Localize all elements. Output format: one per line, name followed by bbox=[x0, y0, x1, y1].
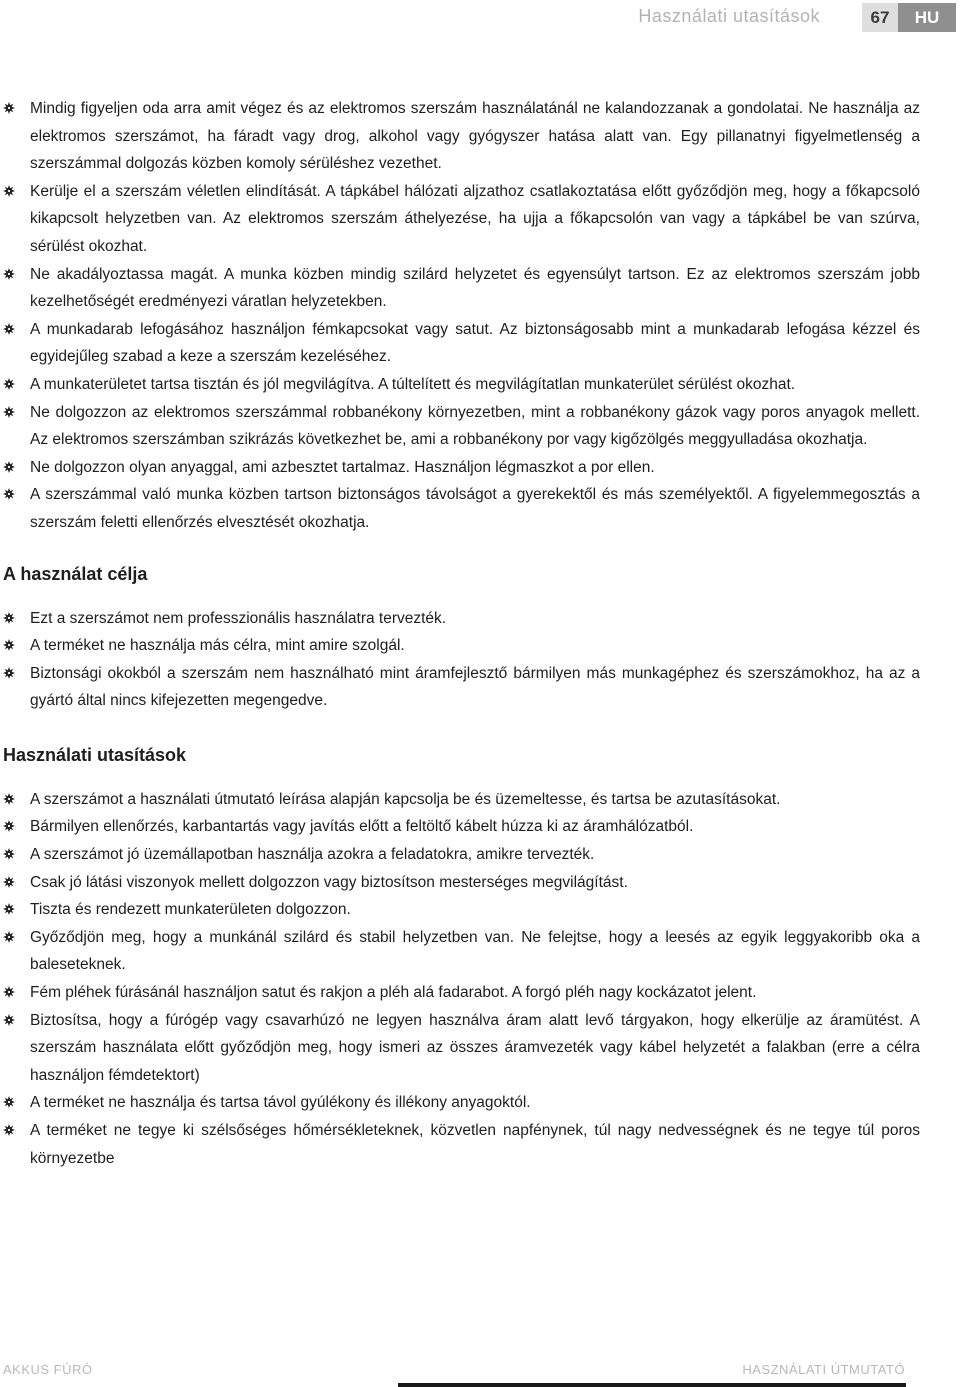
list-item-text: Biztosítsa, hogy a fúrógép vagy csavarhúzó ne legyen használva áram alatt levő tárgyakon, hogy elkerülje az áramütést. A szerszám használata előtt győződjön meg, hogy ismeri az összes áramvezeték vagy kábel helyzetét a falakban (erre a célra használjon fémdetektort) bbox=[30, 1011, 920, 1084]
list-item-text: Ezt a szerszámot nem professzionális használatra tervezték. bbox=[30, 609, 447, 627]
list-item-text: Csak jó látási viszonyok mellett dolgozzon vagy biztosítson mesterséges megvilágítást. bbox=[30, 873, 628, 891]
list-item bbox=[0, 316, 920, 371]
gear-bullet-icon bbox=[3, 323, 15, 335]
footer-manual-title: HASZNÁLATI ÚTMUTATÓ bbox=[742, 1362, 905, 1377]
gear-bullet-icon bbox=[3, 1096, 15, 1108]
purpose-list bbox=[0, 605, 920, 715]
list-item bbox=[0, 924, 920, 979]
list-item-text: Győződjön meg, hogy a munkánál szilárd és stabil helyzetben van. Ne felejtse, hogy a leesés az egyik leggyakoribb oka a baleseteknek. bbox=[30, 928, 920, 974]
list-item bbox=[0, 399, 920, 454]
list-item bbox=[0, 896, 920, 924]
list-item bbox=[0, 813, 920, 841]
list-item-text: A terméket ne használja más célra, mint amire szolgál. bbox=[30, 637, 405, 655]
list-item bbox=[0, 979, 920, 1007]
list-item-text: Fém pléhek fúrásánál használjon satut és rakjon a pléh alá fadarabot. A forgó pléh nagy kockázatot jelent. bbox=[30, 984, 757, 1002]
gear-bullet-icon bbox=[3, 848, 15, 860]
list-item-text: A terméket ne tegye ki szélsőséges hőmérsékleteknek, közvetlen napfénynek, túl nagy nedvességnek és ne tegye túl poros környezetbe bbox=[30, 1122, 920, 1167]
list-item-text: Mindig figyeljen oda arra amit végez és az elektromos szerszám használatánál ne kalandozzanak a gondolatai. Ne használja az elektromos szerszámot, ha fáradt vagy drog, alkohol vagy gyógyszer hatása alatt van. Egy pillanatnyi figyelmetlenség a szerszámmal dolgozás közben komoly sérüléshez vezethet. bbox=[30, 100, 920, 173]
list-item bbox=[0, 660, 920, 715]
list-item bbox=[0, 869, 920, 897]
list-item bbox=[0, 1117, 920, 1172]
gear-bullet-icon bbox=[3, 1124, 15, 1136]
footer-divider bbox=[398, 1383, 906, 1387]
gear-bullet-icon bbox=[3, 876, 15, 888]
document-body bbox=[0, 95, 920, 1172]
list-item-text: Ne dolgozzon az elektromos szerszámmal robbanékony környezetben, mint a robbanékony gázok vagy poros anyagok mellett. Az elektromos szerszámban szikrázás következhet be, ami a robbanékony por vagy kigőzölgés meggyulladása okozhatja. bbox=[30, 403, 920, 449]
page-footer bbox=[0, 1357, 960, 1387]
list-item bbox=[0, 481, 920, 536]
gear-bullet-icon bbox=[3, 667, 15, 679]
list-item bbox=[0, 605, 920, 633]
gear-bullet-icon bbox=[3, 185, 15, 197]
gear-bullet-icon bbox=[3, 639, 15, 651]
list-item-text: Ne dolgozzon olyan anyaggal, ami azbesztet tartalmaz. Használjon légmaszkot a por ellen. bbox=[30, 458, 655, 476]
gear-bullet-icon bbox=[3, 1014, 15, 1026]
gear-bullet-icon bbox=[3, 488, 15, 500]
list-item bbox=[0, 454, 920, 482]
language-badge: HU bbox=[898, 3, 956, 32]
section-heading-purpose: A használat célja bbox=[3, 563, 148, 584]
list-item bbox=[0, 371, 920, 399]
gear-bullet-icon bbox=[3, 406, 15, 418]
list-item-text: Ne akadályoztassa magát. A munka közben mindig szilárd helyzetet és egyensúlyt tartson. Ez az elektromos szerszám jobb kezelhetőségét eredményezi váratlan helyzetekben. bbox=[30, 265, 920, 311]
list-item-text: A munkadarab lefogásához használjon fémkapcsokat vagy satut. Az biztonságosabb mint a munkadarab lefogása kézzel és egyidejűleg szabad a keze a szerszám kezeléséhez. bbox=[30, 320, 920, 366]
list-item-text: Bármilyen ellenőrzés, karbantartás vagy javítás előtt a feltöltő kábelt húzza ki az áramhálózatból. bbox=[30, 818, 694, 836]
gear-bullet-icon bbox=[3, 102, 15, 114]
gear-bullet-icon bbox=[3, 931, 15, 943]
gear-bullet-icon bbox=[3, 612, 15, 624]
gear-bullet-icon bbox=[3, 378, 15, 390]
gear-bullet-icon bbox=[3, 268, 15, 280]
list-item-text: A szerszámmal való munka közben tartson biztonságos távolságot a gyerekektől és más személyektől. A figyelemmegosztás a szerszám feletti ellenőrzés elvesztését okozhatja. bbox=[30, 486, 920, 531]
list-item-text: A szerszámot a használati útmutató leírása alapján kapcsolja be és üzemeltesse, és tartsa be azutasításokat. bbox=[30, 790, 781, 808]
list-item bbox=[0, 261, 920, 316]
header-title: Használati utasítások bbox=[638, 6, 820, 26]
list-item bbox=[0, 178, 920, 261]
page-number: 67 bbox=[862, 3, 898, 32]
list-item bbox=[0, 841, 920, 869]
footer-product-name: AKKUS FÚRÓ bbox=[3, 1362, 93, 1377]
instructions-list bbox=[0, 786, 920, 1172]
list-item bbox=[0, 1007, 920, 1090]
list-item bbox=[0, 95, 920, 178]
list-item-text: A munkaterületet tartsa tisztán és jól megvilágítva. A túltelített és megvilágítatlan munkaterület sérülést okozhat. bbox=[30, 375, 796, 393]
gear-bullet-icon bbox=[3, 461, 15, 473]
gear-bullet-icon bbox=[3, 793, 15, 805]
section-heading-instructions: Használati utasítások bbox=[3, 744, 187, 765]
list-item bbox=[0, 786, 920, 814]
page-header bbox=[0, 0, 960, 36]
list-item-text: A szerszámot jó üzemállapotban használja azokra a feladatokra, amikre tervezték. bbox=[30, 846, 595, 864]
list-item-text: Tiszta és rendezett munkaterületen dolgozzon. bbox=[30, 901, 351, 919]
gear-bullet-icon bbox=[3, 820, 15, 832]
gear-bullet-icon bbox=[3, 986, 15, 998]
list-item bbox=[0, 632, 920, 660]
gear-bullet-icon bbox=[3, 903, 15, 915]
safety-list bbox=[0, 95, 920, 537]
list-item-text: A terméket ne használja és tartsa távol gyúlékony és illékony anyagoktól. bbox=[30, 1094, 531, 1112]
list-item bbox=[0, 1089, 920, 1117]
list-item-text: Kerülje el a szerszám véletlen elindítását. A tápkábel hálózati aljzathoz csatlakoztatása előtt győződjön meg, hogy a főkapcsoló kikapcsolt helyzetben van. Az elektromos szerszám áthelyezése, ha ujja a főkapcsolón van vagy a tápkábel be van szúrva, sérülést okozhat. bbox=[30, 182, 920, 255]
list-item-text: Biztonsági okokból a szerszám nem használható mint áramfejlesztő bármilyen más munkagéphez és szerszámokhoz, ha az a gyártó által nincs kifejezetten megengedve. bbox=[30, 664, 920, 710]
